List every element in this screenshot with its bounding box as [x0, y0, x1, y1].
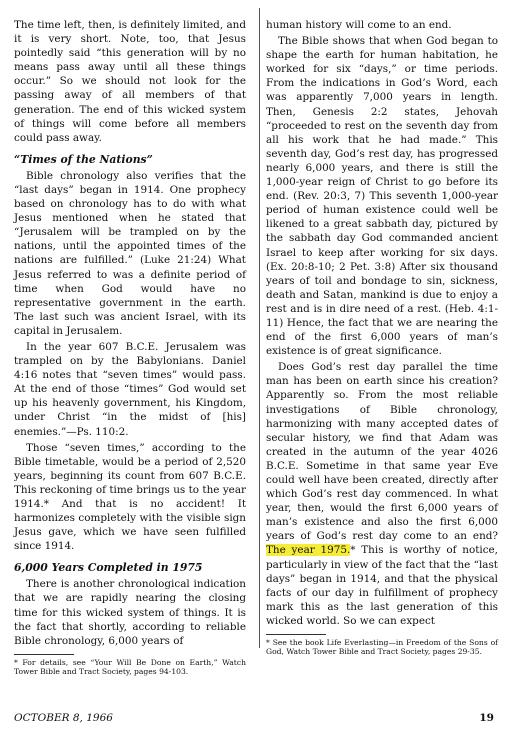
highlighted-phrase: The year 1975. — [266, 544, 351, 557]
left-paragraph-2: Bible chronology also verifies that the “last days” began in 1914. One prophecy based on chronology has to do with what Jesus mentioned when he stated that “Jerusalem will be trampled on by the nations, until the appointed times of the nations are fulfilled.” (Luke 21:24) What Jesus referred to was a definite period of time when God would have no representative government in the earth. The last such was ancient Israel, with its capital in Jerusalem. — [14, 169, 246, 337]
section-heading-6000-years: 6,000 Years Completed in 1975 — [14, 561, 203, 575]
footnote-divider — [266, 634, 326, 635]
right-footnote: * See the book Life Everlasting—in Freedom of the Sons of God, Watch Tower Bible and Tract Society, pages 29-35. — [266, 638, 498, 657]
right-paragraph-3 — [266, 360, 498, 628]
footnote-divider — [14, 654, 74, 655]
right-paragraph-2: The Bible shows that when God began to shape the earth for human habitation, he worked for six “days,” or time periods. From the indications in God’s Word, each was apparently 7,000 years in length. Then, Genesis 2:2 states, Jehovah “proceeded to rest on the seventh day from all his work that he had made.” This seventh day, God’s rest day, has progressed nearly 6,000 years, and there is still the 1,000-year reign of Christ to go before its end. (Rev. 20:3, 7) This seventh 1,000-year period of human existence could well be likened to a great sabbath day, pictured by the sabbath day God commanded ancient Israel to keep after working for six days. (Ex. 20:8-10; 2 Pet. 3:8) After six thousand years of toil and bondage to sin, sickness, death and Satan, mankind is due to enjoy a rest and is in dire need of a rest. (Heb. 4:1-11) Hence, the fact that we are nearing the end of the first 6,000 years of man’s existence is of great significance. — [266, 35, 498, 358]
left-paragraph-5: There is another chronological indication that we are rapidly nearing the closing time for this wicked system of things. It is the fact that shortly, according to reliable Bible chronology, 6,000 years of — [14, 578, 246, 647]
left-paragraph-4: Those “seven times,” according to the Bible timetable, would be a period of 2,520 years, beginning its count from 607 B.C.E. This reckoning of time brings us to the year 1914.* And that is no accident! It harmonizes completely with the visible sign Jesus gave, which we have seen fulfilled since 1914. — [14, 441, 246, 553]
issue-date: OCTOBER 8, 1966 — [14, 712, 113, 724]
right-column — [266, 18, 498, 656]
page-number: 19 — [479, 712, 494, 724]
left-paragraph-1: The time left, then, is definitely limited, and it is very short. Note, too, that Jesus pointedly said “this generation will by no means pass away until all these things occur.” So we should not look for the passing away of all members of that generation. The end of this wicked system of things will come before all members could pass away. — [14, 19, 246, 144]
column-divider — [259, 8, 260, 648]
left-footnote: * For details, see “Your Will Be Done on Earth,” Watch Tower Bible and Tract Society, pages 94-103. — [14, 657, 246, 676]
section-heading-times-of-nations: “Times of the Nations” — [14, 152, 153, 166]
left-column — [14, 18, 246, 676]
right-paragraph-3-text-before: Does God’s rest day parallel the time man has been on earth since his creation? Apparently so. From the most reliable investigations of Bible chronology, harmonizing with many accepted dates of secular history, we find that Adam was created in the autumn of the year 4026 B.C.E. Sometime in that same year Eve could well have been created, directly after which God’s rest day commenced. In what year, then, would the first 6,000 years of man’s existence and also the first 6,000 years of God’s rest day come to an end? — [266, 361, 498, 543]
right-paragraph-3-text-after: * This is worthy of notice, particularly in view of the fact that the “last days” began in 1914, and that the physical facts of our day in fulfillment of prophecy mark this as the last generation of this wicked world. So we can expect — [266, 544, 498, 627]
right-paragraph-1: human history will come to an end. — [266, 19, 452, 31]
left-paragraph-3: In the year 607 B.C.E. Jerusalem was trampled on by the Babylonians. Daniel 4:16 notes that “seven times” would pass. At the end of those “times” God would set up his heavenly government, his Kingdom, under Christ “in the midst of [his] enemies.”—Ps. 110:2. — [14, 340, 246, 438]
